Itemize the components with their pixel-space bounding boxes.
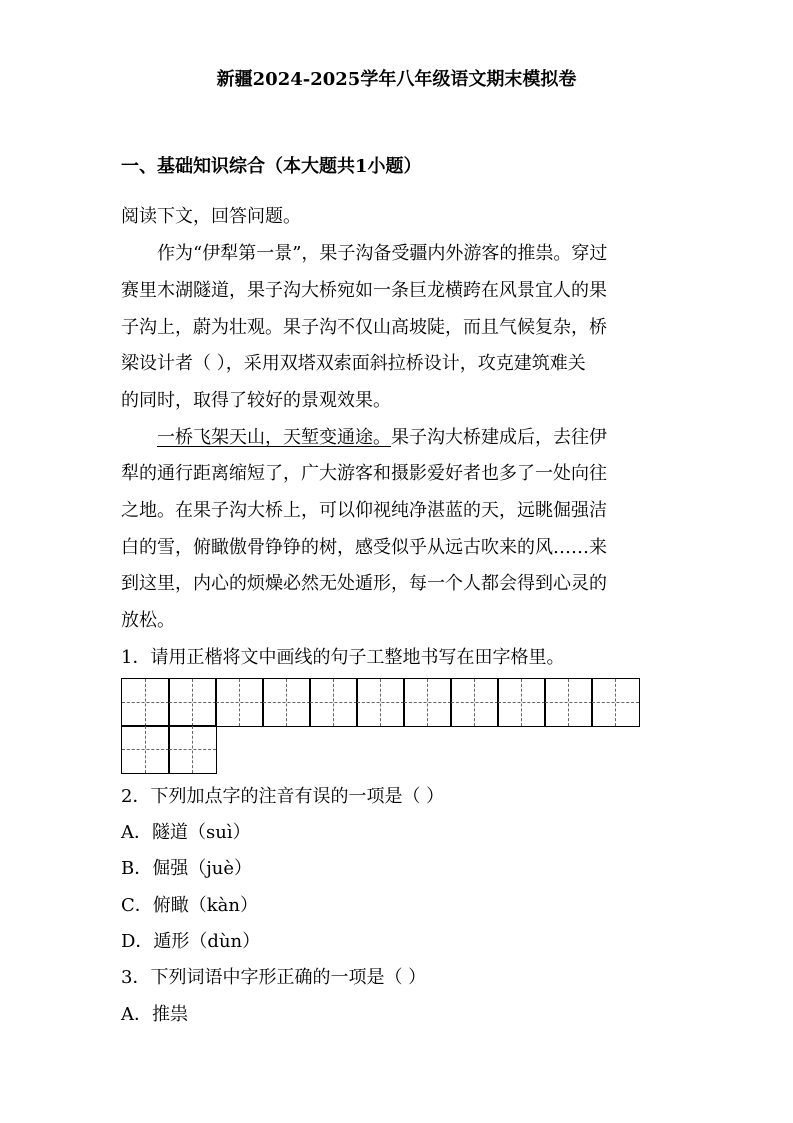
passage-line-rest: 果子沟大桥建成后，去往伊 — [391, 427, 607, 448]
grid-cell[interactable] — [591, 678, 640, 727]
grid-cell[interactable] — [262, 678, 311, 727]
instruction-text: 阅读下文，回答问题。 — [121, 206, 301, 227]
passage-line: 之地。在果子沟大桥上，可以仰视纯净湛蓝的天，远眺倔强洁 — [121, 500, 607, 521]
passage-line: 到这里，内心的烦燥必然无处遁形，每一个人都会得到心灵的 — [121, 573, 607, 594]
passage-line: 白的雪，俯瞰傲骨铮铮的树，感受似乎从远古吹来的风……来 — [121, 537, 607, 558]
grid-cell[interactable] — [356, 678, 405, 727]
option-a[interactable]: A．推祟 — [121, 1004, 188, 1025]
grid-cell[interactable] — [544, 678, 593, 727]
passage-line: 的同时，取得了较好的景观效果。 — [121, 390, 391, 411]
grid-cell[interactable] — [403, 678, 452, 727]
passage-line: 赛里木湖隧道，果子沟大桥宛如一条巨龙横跨在风景宜人的果 — [121, 280, 607, 301]
grid-cell[interactable] — [497, 678, 546, 727]
option-b[interactable]: B．倔强（juè） — [121, 858, 253, 879]
passage-line: 放松。 — [121, 610, 175, 631]
grid-cell[interactable] — [309, 678, 358, 727]
option-a[interactable]: A．隧道（suì） — [121, 822, 251, 843]
grid-cell[interactable] — [215, 678, 264, 727]
passage-line: 子沟上，蔚为壮观。果子沟不仅山高坡陡，而且气候复杂，桥 — [121, 317, 607, 338]
passage-line — [157, 426, 607, 450]
grid-cell[interactable] — [168, 725, 217, 774]
question-1: 1．请用正楷将文中画线的句子工整地书写在田字格里。 — [121, 647, 565, 668]
exam-title: 新疆2024-2025学年八年级语文期末模拟卷 — [216, 69, 577, 90]
grid-cell[interactable] — [121, 678, 170, 727]
section-heading: 一、基础知识综合（本大题共1小题） — [121, 156, 422, 177]
passage-line: 犁的通行距离缩短了，广大游客和摄影爱好者也多了一处向往 — [121, 463, 607, 484]
option-c[interactable]: C．俯瞰（kàn） — [121, 895, 259, 916]
question-2-stem: 2．下列加点字的注音有误的一项是（ ） — [121, 786, 445, 807]
grid-cell[interactable] — [450, 678, 499, 727]
option-d[interactable]: D．遁形（dùn） — [121, 931, 261, 952]
passage-line: 作为“伊犁第一景”，果子沟备受疆内外游客的推祟。穿过 — [157, 243, 608, 264]
grid-cell[interactable] — [121, 725, 170, 774]
tianzige-grid — [121, 678, 637, 774]
question-3-stem: 3．下列词语中字形正确的一项是（ ） — [121, 967, 427, 988]
underlined-sentence: 一桥飞架天山，天堑变通途。 — [157, 427, 391, 448]
passage-line: 梁设计者（ ），采用双塔双索面斜拉桥设计，攻克建筑难关 — [121, 353, 586, 374]
grid-cell[interactable] — [168, 678, 217, 727]
